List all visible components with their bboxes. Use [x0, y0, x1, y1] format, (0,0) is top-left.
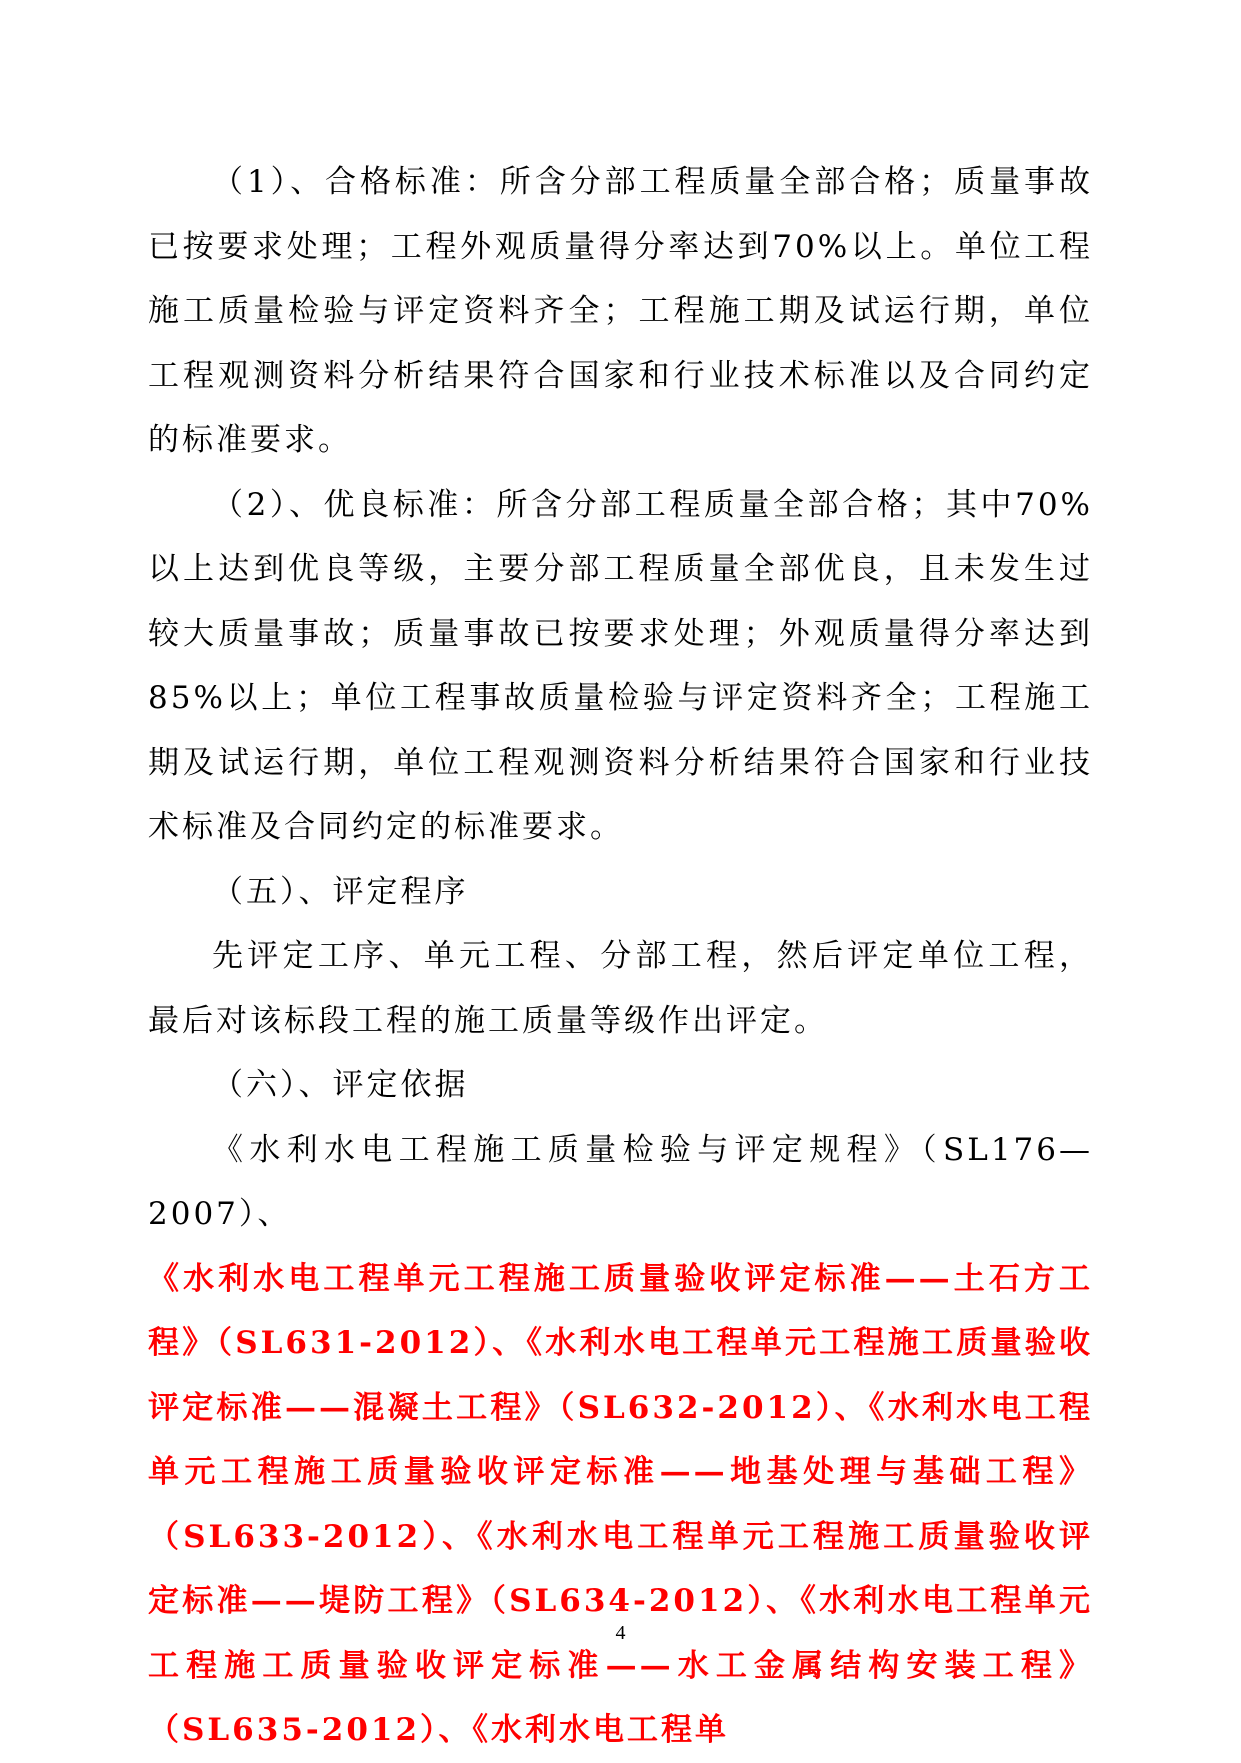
paragraph-evaluation-procedure: 先评定工序、单元工程、分部工程，然后评定单位工程，最后对该标段工程的施工质量等级作出评定。	[148, 938, 1093, 1039]
paragraph-excellent-standard: （2）、优良标准：所含分部工程质量全部合格；其中70%以上达到优良等级，主要分部工程质量全部优良，且未发生过较大质量事故；质量事故已按要求处理；外观质量得分率达到85%以上；单位工程事故质量检验与评定资料齐全；工程施工期及试运行期，单位工程观测资料分析结果符合国家和行业技术标准及合同约定的标准要求。	[148, 486, 1093, 845]
document-body	[148, 150, 1093, 1763]
heading-evaluation-procedure: （五）、评定程序	[212, 873, 469, 910]
paragraph-evaluation-basis: 《水利水电工程施工质量检验与评定规程》（SL176—2007）、	[148, 1131, 1093, 1232]
heading-evaluation-basis: （六）、评定依据	[212, 1067, 469, 1103]
page-number: 4	[615, 1622, 626, 1644]
paragraph-standards-list: 《水利水电工程单元工程施工质量验收评定标准——土石方工程》（SL631-2012）、《水利水电工程单元工程施工质量验收评定标准——混凝土工程》（SL632-2012）、《水利水电工程单元工程施工质量验收评定标准——地基处理与基础工程》（SL633-2012）、《水利水电工程单元工程施工质量验收评定标准——堤防工程》（SL634-2012）、《水利水电工程单元工程施工质量验收评定标准——水工金属结构安装工程》（SL635-2012）、《水利水电工程单	[148, 1260, 1093, 1748]
paragraph-qualified-standard: （1）、合格标准：所含分部工程质量全部合格；质量事故已按要求处理；工程外观质量得分率达到70%以上。单位工程施工质量检验与评定资料齐全；工程施工期及试运行期，单位工程观测资料分析结果符合国家和行业技术标准以及合同约定的标准要求。	[148, 164, 1093, 458]
